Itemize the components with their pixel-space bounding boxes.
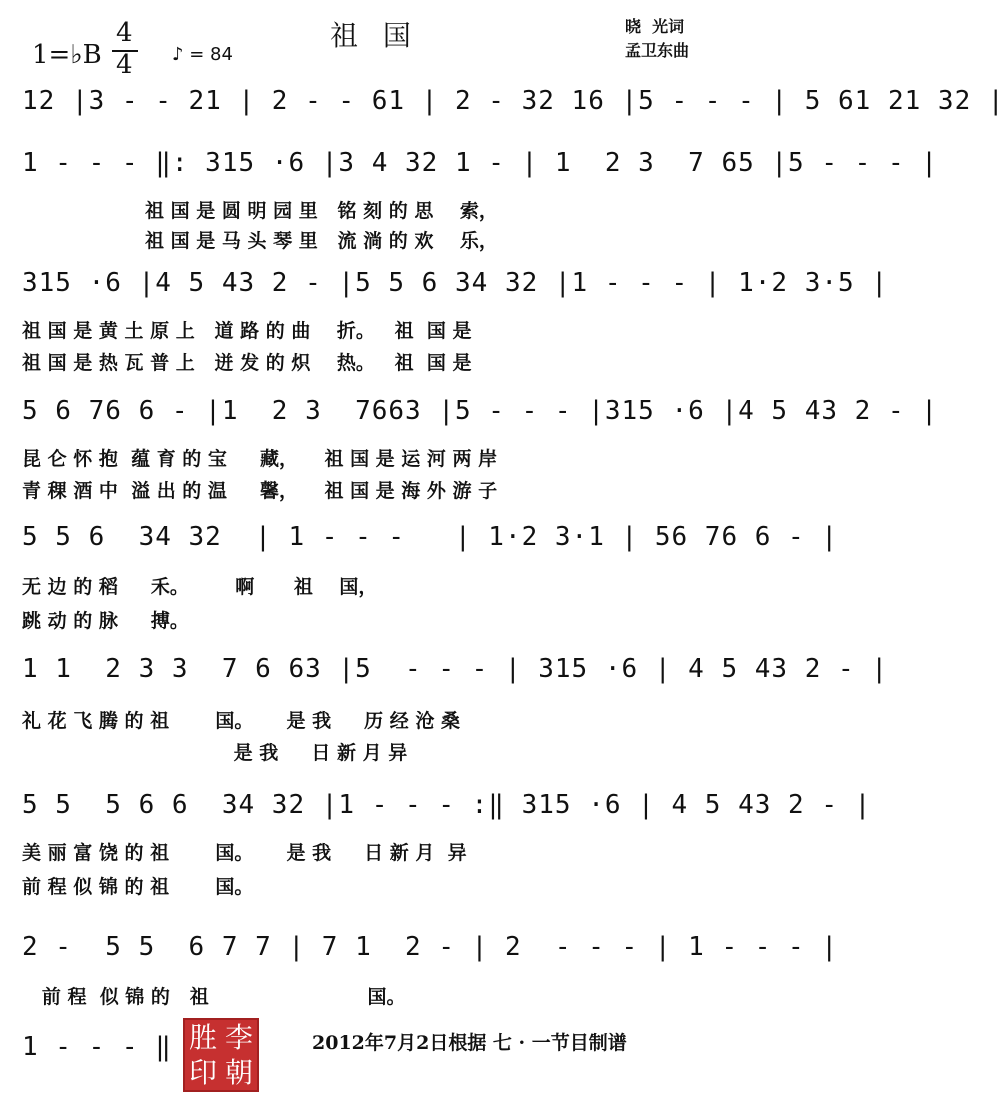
- key-signature: 1=♭B: [32, 40, 102, 70]
- lyric-line-5b: 跳 动 的 脉 搏。: [22, 610, 189, 632]
- lyric-line-3b: 祖 国 是 热 瓦 普 上 迸 发 的 炽 热。 祖 国 是: [22, 352, 472, 374]
- lyricist-credit: 晓 光词: [625, 17, 685, 36]
- seal-char-1: 胜: [188, 1020, 217, 1054]
- score-line-3: 315 ·6 |4 5 43 2 - |5 5 6 34 32 |1 - - - | 1·2 3·5 |: [22, 268, 888, 298]
- lyric-line-4a: 昆 仑 怀 抱 蕴 育 的 宝 藏， 祖 国 是 运 河 两 岸: [22, 448, 498, 470]
- score-line-2: 1 - - - ‖: 315 ·6 |3 4 32 1 - | 1 2 3 7 65 |5 - - - |: [22, 148, 938, 178]
- time-signature-bottom: 4: [116, 50, 133, 80]
- score-line-5: 5 5 6 34 32 | 1 - - - | 1·2 3·1 | 56 76 6 - |: [22, 522, 839, 552]
- tempo-marking: ♪ = 84: [172, 44, 233, 65]
- score-line-4: 5 6 76 6 - |1 2 3 7663 |5 - - - |315 ·6 |4 5 43 2 - |: [22, 396, 938, 426]
- score-footer-note: 2012年7月2日根据 七 · 一节目制谱: [312, 1032, 627, 1054]
- score-line-9: 1 - - - ‖: [22, 1032, 172, 1062]
- composer-credit: 孟卫东曲: [625, 41, 690, 60]
- song-title: 祖 国: [330, 19, 419, 52]
- time-signature-top: 4: [116, 18, 133, 48]
- score-line-1: 12 |3 - - 21 | 2 - - 61 | 2 - 32 16 |5 - - - | 5 61 21 32 |: [22, 86, 1005, 116]
- seal-char-2: 李: [224, 1020, 253, 1054]
- seal-char-4: 朝: [224, 1055, 253, 1089]
- name-seal: [183, 1018, 259, 1092]
- lyric-line-5a: 无 边 的 稻 禾。 啊 祖 国，: [22, 576, 378, 598]
- lyric-line-8a: 前 程 似 锦 的 祖 国。: [22, 986, 406, 1008]
- lyric-line-7a: 美 丽 富 饶 的 祖 国。 是 我 日 新 月 异: [22, 842, 467, 864]
- lyric-line-6a: 礼 花 飞 腾 的 祖 国。 是 我 历 经 沧 桑: [22, 710, 460, 732]
- lyric-line-7b: 前 程 似 锦 的 祖 国。: [22, 876, 254, 898]
- seal-char-3: 印: [188, 1055, 217, 1089]
- lyric-line-3a: 祖 国 是 黄 土 原 上 道 路 的 曲 折。 祖 国 是: [22, 320, 472, 342]
- lyric-line-6b: 是 我 日 新 月 异: [22, 742, 408, 764]
- lyric-line-4b: 青 稞 酒 中 溢 出 的 温 馨， 祖 国 是 海 外 游 子: [22, 480, 498, 502]
- score-line-6: 1 1 2 3 3 7 6 63 |5 - - - | 315 ·6 | 4 5 43 2 - |: [22, 654, 888, 684]
- lyric-line-2a: 祖 国 是 圆 明 园 里 铭 刻 的 思 索，: [145, 200, 498, 222]
- score-line-8: 2 - 5 5 6 7 7 | 7 1 2 - | 2 - - - | 1 - - - |: [22, 932, 839, 962]
- score-line-7: 5 5 5 6 6 34 32 |1 - - - :‖ 315 ·6 | 4 5 43 2 - |: [22, 790, 872, 820]
- lyric-line-2b: 祖 国 是 马 头 琴 里 流 淌 的 欢 乐，: [145, 230, 498, 252]
